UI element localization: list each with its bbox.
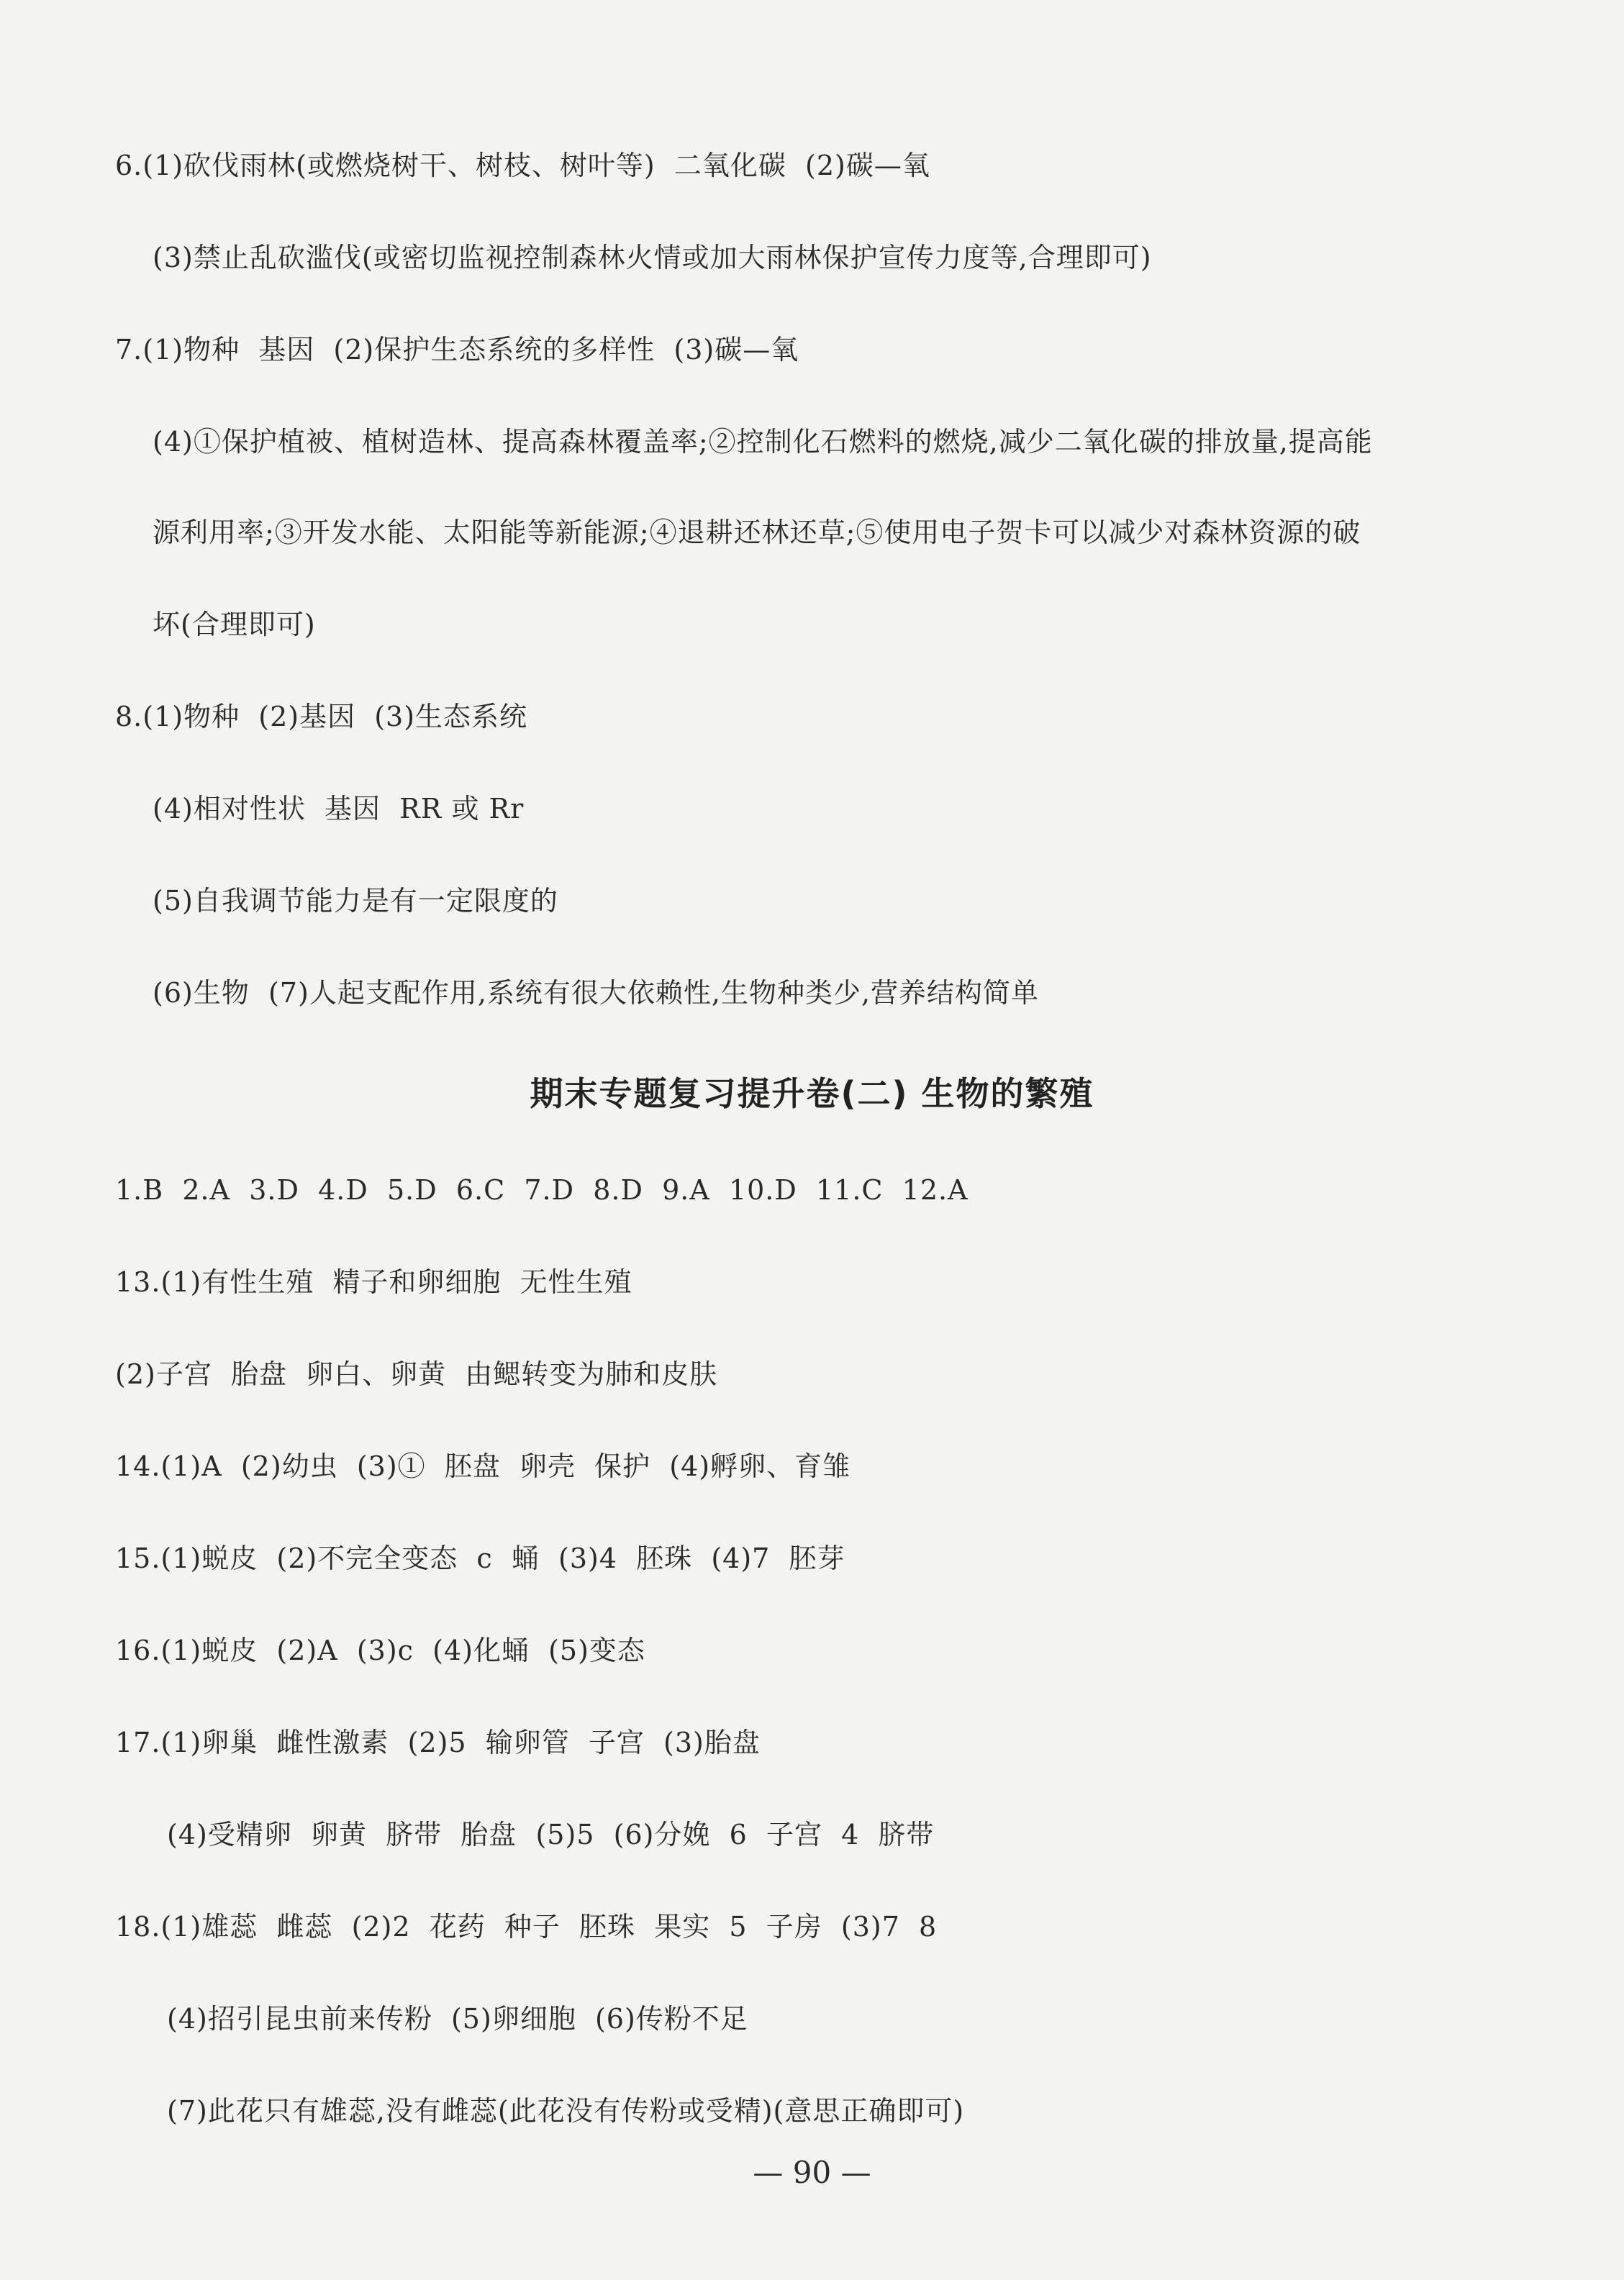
answer-line-q6-2: (3)禁止乱砍滥伐(或密切监视控制森林火情或加大雨林保护宣传力度等,合理即可) <box>153 242 1152 273</box>
answer-line-q16: 16.(1)蜕皮 (2)A (3)c (4)化蛹 (5)变态 <box>115 1635 645 1666</box>
answer-line-q14: 14.(1)A (2)幼虫 (3)① 胚盘 卵壳 保护 (4)孵卵、育雏 <box>115 1450 851 1482</box>
answer-line-q7-3: 源利用率;③开发水能、太阳能等新能源;④退耕还林还草;⑤使用电子贺卡可以减少对森林资源的破 <box>153 517 1361 548</box>
answer-line-q17-1: 17.(1)卵巢 雌性激素 (2)5 输卵管 子宫 (3)胎盘 <box>115 1727 761 1758</box>
answer-line-q13-1: 13.(1)有性生殖 精子和卵细胞 无性生殖 <box>115 1266 632 1298</box>
answer-line-q8-4: (6)生物 (7)人起支配作用,系统有很大依赖性,生物种类少,营养结构简单 <box>153 977 1040 1009</box>
answer-line-q6-1: 6.(1)砍伐雨林(或燃烧树干、树枝、树叶等) 二氧化碳 (2)碳—氧 <box>115 150 930 181</box>
answer-line-q7-1: 7.(1)物种 基因 (2)保护生态系统的多样性 (3)碳—氧 <box>115 334 799 365</box>
answer-line-multiple-choice: 1.B 2.A 3.D 4.D 5.D 6.C 7.D 8.D 9.A 10.D 11.C 12.A <box>115 1174 968 1206</box>
answer-line-q18-3: (7)此花只有雄蕊,没有雌蕊(此花没有传粉或受精)(意思正确即可) <box>167 2095 965 2127</box>
answer-line-q18-1: 18.(1)雄蕊 雌蕊 (2)2 花药 种子 胚珠 果实 5 子房 (3)7 8 <box>115 1911 938 1943</box>
answer-line-q7-4: 坏(合理即可) <box>153 609 316 640</box>
page-number: — 90 — <box>753 2155 871 2190</box>
section-title: 期末专题复习提升卷(二) 生物的繁殖 <box>530 1074 1094 1113</box>
answer-line-q8-1: 8.(1)物种 (2)基因 (3)生态系统 <box>115 701 528 732</box>
answer-line-q8-3: (5)自我调节能力是有一定限度的 <box>153 885 558 917</box>
answer-line-q13-2: (2)子宫 胎盘 卵白、卵黄 由鳃转变为肺和皮肤 <box>115 1358 718 1390</box>
answer-line-q7-2: (4)①保护植被、植树造林、提高森林覆盖率;②控制化石燃料的燃烧,减少二氧化碳的排放量,提高能 <box>153 426 1373 458</box>
answer-line-q8-2: (4)相对性状 基因 RR 或 Rr <box>153 793 525 825</box>
answer-line-q17-2: (4)受精卵 卵黄 脐带 胎盘 (5)5 (6)分娩 6 子宫 4 脐带 <box>167 1819 935 1850</box>
answer-line-q18-2: (4)招引昆虫前来传粉 (5)卵细胞 (6)传粉不足 <box>167 2003 748 2035</box>
answer-line-q15: 15.(1)蜕皮 (2)不完全变态 c 蛹 (3)4 胚珠 (4)7 胚芽 <box>115 1543 845 1574</box>
